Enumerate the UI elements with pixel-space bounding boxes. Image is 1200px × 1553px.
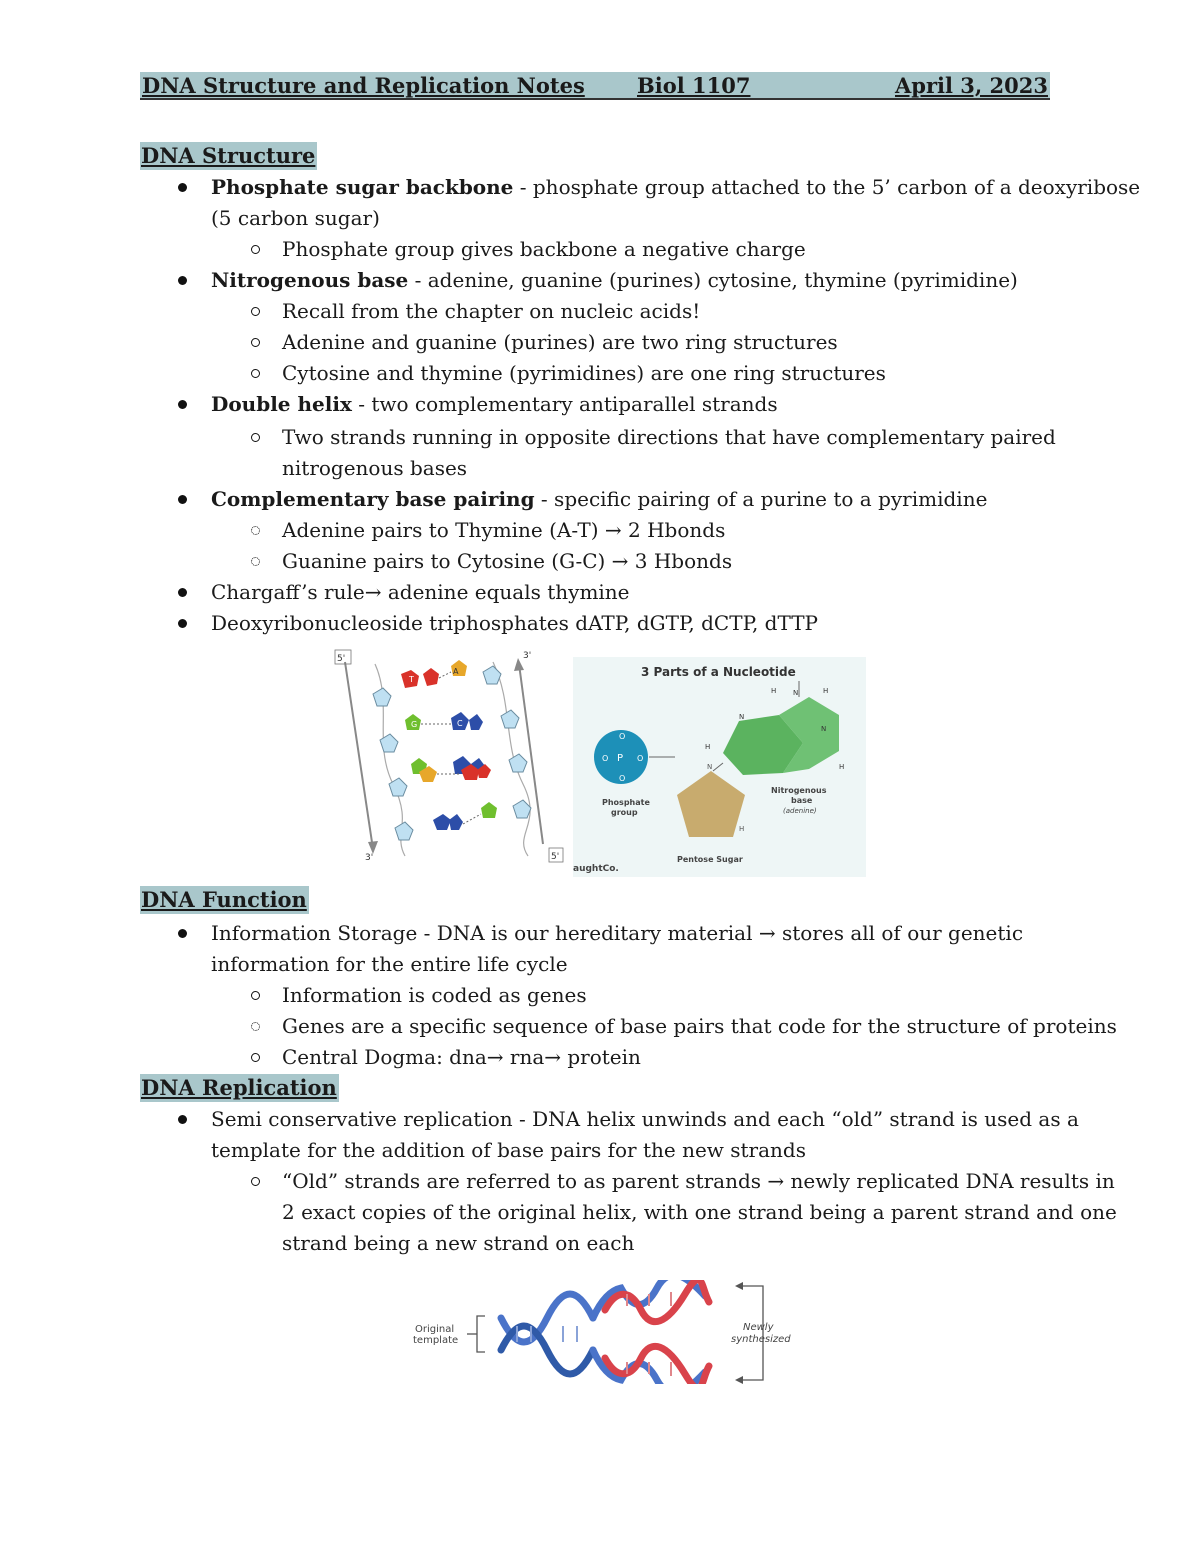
- list-item: Information Storage - DNA is our hereditary material → stores all of our genetic: [211, 921, 1024, 945]
- base-label: C: [457, 719, 463, 728]
- sub-bullet-icon: [251, 307, 260, 316]
- phosphate-label-line-2: group: [611, 808, 638, 817]
- sub-list-item: Information is coded as genes: [282, 983, 587, 1007]
- term: Double helix: [211, 392, 352, 416]
- atom-label: H: [705, 743, 711, 751]
- list-item: Chargaff’s rule→ adenine equals thymine: [211, 580, 630, 604]
- list-item: [211, 484, 987, 515]
- list-item-continuation: information for the entire life cycle: [211, 952, 568, 976]
- sub-list-item: Central Dogma: dna→ rna→ protein: [282, 1045, 641, 1069]
- figure-title: 3 Parts of a Nucleotide: [641, 665, 796, 679]
- sub-list-item: “Old” strands are referred to as parent strands → newly replicated DNA results in: [282, 1169, 1115, 1193]
- base-label: Nitrogenous: [771, 786, 827, 795]
- sub-list-item-continuation: 2 exact copies of the original helix, with one strand being a parent strand and one: [282, 1200, 1117, 1224]
- oxygen-atom-label: O: [619, 774, 626, 783]
- list-item-continuation: template for the addition of base pairs for the new strands: [211, 1138, 806, 1162]
- base-label: T: [409, 675, 414, 684]
- sugar-label: Pentose Sugar: [677, 855, 743, 864]
- sub-list-item: Cytosine and thymine (pyrimidines) are one ring structures: [282, 361, 886, 385]
- base-label-line-3: (adenine): [783, 807, 817, 815]
- sub-bullet-icon: [251, 1053, 260, 1062]
- list-item: [211, 265, 1018, 296]
- definition: - specific pairing of a purine to a pyrimidine: [534, 487, 988, 511]
- figure-credit: aughtCo.: [573, 864, 619, 874]
- atom-label: N: [707, 763, 713, 771]
- sub-bullet-icon: [251, 526, 260, 535]
- sub-bullet-icon: [251, 1177, 260, 1186]
- sub-bullet-icon: [251, 557, 260, 566]
- document-title: DNA Structure and Replication Notes: [142, 73, 585, 98]
- base-label: A: [453, 667, 459, 676]
- definition: - two complementary antiparallel strands: [351, 392, 778, 416]
- atom-label: N: [821, 725, 827, 733]
- sub-list-item: Two strands running in opposite directions that have complementary paired: [282, 425, 1056, 449]
- atom-label: N: [793, 689, 799, 697]
- replication-fork-figure: [405, 1280, 805, 1384]
- term: Nitrogenous base: [211, 268, 409, 292]
- list-item: Semi conservative replication - DNA helix unwinds and each “old” strand is used as a: [211, 1107, 1079, 1131]
- sub-bullet-icon: [251, 1022, 260, 1031]
- definition: - phosphate group attached to the 5’ carbon of a deoxyribose: [513, 175, 1141, 199]
- base-label-line-2: base: [791, 796, 813, 805]
- atom-label: H: [839, 763, 845, 771]
- sub-bullet-icon: [251, 369, 260, 378]
- end-label-bottom-right: 5': [551, 852, 560, 862]
- original-template-label-line-2: template: [413, 1335, 459, 1346]
- page-header: [140, 72, 1050, 100]
- list-item: Deoxyribonucleoside triphosphates dATP, dGTP, dCTP, dTTP: [211, 611, 818, 635]
- phosphate-label: Phosphate: [602, 798, 650, 807]
- bullet-icon: [178, 495, 187, 504]
- end-label-bottom-left: 3': [365, 853, 374, 863]
- sub-list-item: Adenine pairs to Thymine (A-T) → 2 Hbonds: [282, 518, 726, 542]
- original-template-label: Original: [415, 1324, 455, 1335]
- sub-bullet-icon: [251, 245, 260, 254]
- definition: - adenine, guanine (purines) cytosine, thymine (pyrimidine): [408, 268, 1018, 292]
- bullet-icon: [178, 929, 187, 938]
- sub-list-item: Phosphate group gives backbone a negative charge: [282, 237, 806, 261]
- sub-list-item: Recall from the chapter on nucleic acids!: [282, 299, 701, 323]
- sub-bullet-icon: [251, 338, 260, 347]
- bullet-icon: [178, 400, 187, 409]
- atom-label: H: [739, 825, 745, 833]
- dna-double-helix-figure: [333, 644, 565, 866]
- bullet-icon: [178, 588, 187, 597]
- sub-list-item-continuation: nitrogenous bases: [282, 456, 468, 480]
- list-item: [211, 389, 778, 420]
- sub-list-item: Adenine and guanine (purines) are two ring structures: [282, 330, 838, 354]
- arrow-icon: [735, 1376, 743, 1384]
- end-label-top-left: 5': [337, 654, 346, 664]
- term: Phosphate sugar backbone: [211, 175, 514, 199]
- document-date: April 3, 2023: [895, 73, 1048, 98]
- course-code: Biol 1107: [637, 73, 751, 98]
- bullet-icon: [178, 1115, 187, 1124]
- oxygen-atom-label: O: [637, 754, 644, 763]
- oxygen-atom-label: O: [619, 732, 626, 741]
- list-item-continuation: (5 carbon sugar): [211, 206, 380, 230]
- section-heading-structure: DNA Structure: [141, 143, 316, 168]
- newly-synthesized-bracket: [740, 1286, 763, 1380]
- sub-list-item: Genes are a specific sequence of base pairs that code for the structure of proteins: [282, 1014, 1117, 1038]
- atom-label: H: [771, 687, 777, 695]
- nucleotide-parts-figure: [573, 657, 866, 877]
- sub-list-item-continuation: strand being a new strand on each: [282, 1231, 635, 1255]
- arrow-icon: [735, 1282, 743, 1290]
- atom-label: H: [823, 687, 829, 695]
- sub-list-item: Guanine pairs to Cytosine (G-C) → 3 Hbonds: [282, 549, 733, 573]
- bullet-icon: [178, 276, 187, 285]
- newly-synthesized-label-line-2: synthesized: [731, 1334, 791, 1345]
- sub-bullet-icon: [251, 433, 260, 442]
- section-heading-function: DNA Function: [141, 887, 307, 912]
- phosphate-atom-label: P: [617, 753, 624, 764]
- template-bracket: [477, 1316, 485, 1352]
- term: Complementary base pairing: [211, 487, 535, 511]
- section-heading-replication: DNA Replication: [141, 1075, 337, 1100]
- bullet-icon: [178, 619, 187, 628]
- newly-synthesized-label: Newly: [743, 1322, 774, 1333]
- base-label: G: [411, 720, 418, 729]
- oxygen-atom-label: O: [602, 754, 609, 763]
- list-item: [211, 172, 1140, 203]
- atom-label: N: [739, 713, 745, 721]
- end-label-top-right: 3': [523, 651, 532, 661]
- sub-bullet-icon: [251, 991, 260, 1000]
- bullet-icon: [178, 183, 187, 192]
